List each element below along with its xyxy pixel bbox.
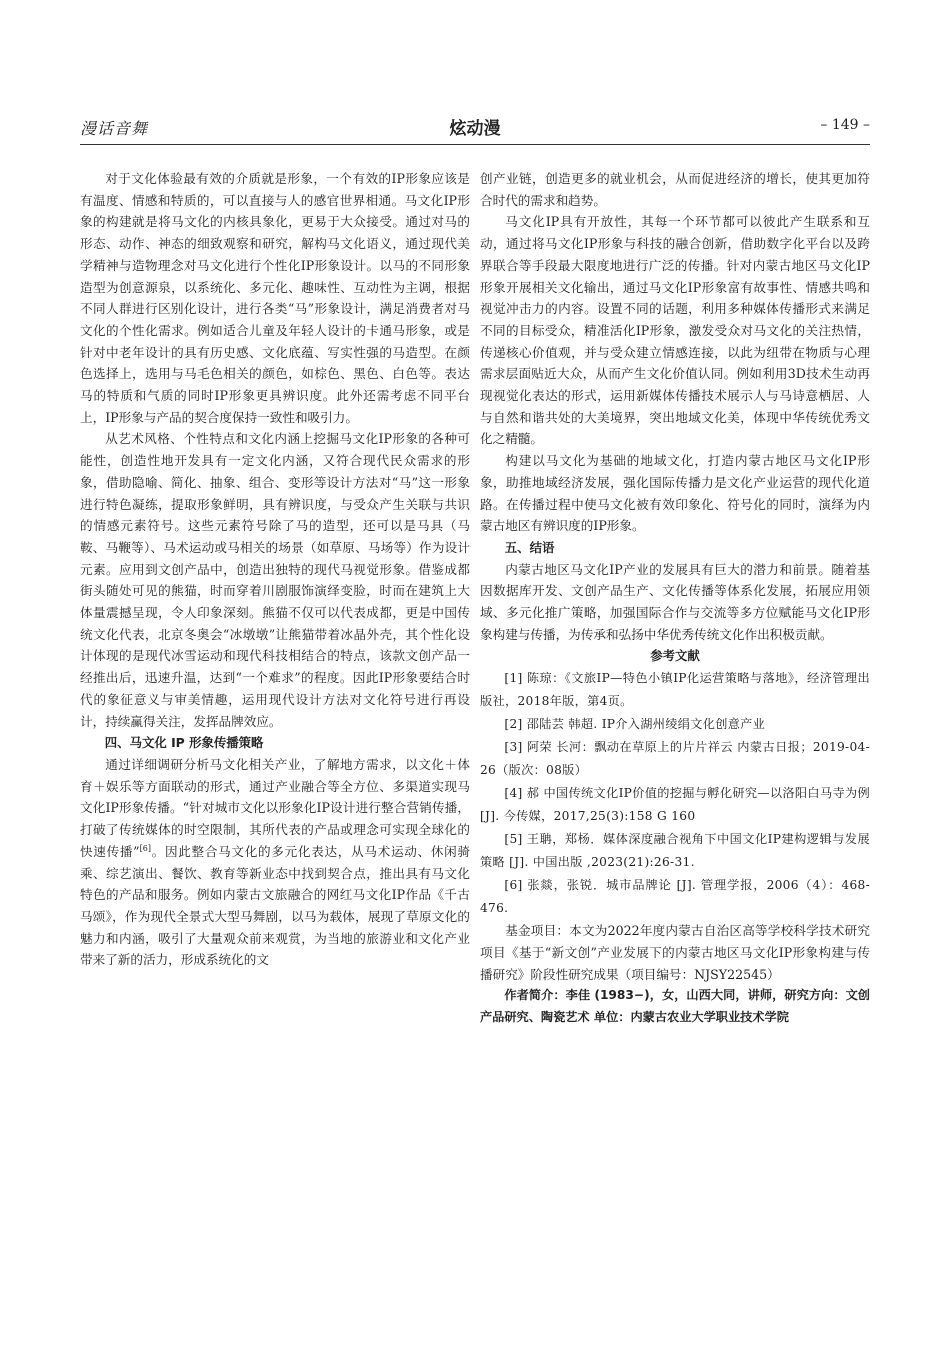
paragraph: 构建以马文化为基础的地域文化，打造内蒙古地区马文化IP形象，助推地域经济发展，强化国际传播力是文化产业运营的现代化道路。在传播过程中使马文化被有效印象化、符号化的同时，演绎为内蒙古地区有辨识度的IP形象。	[480, 453, 870, 534]
reference-item: [1] 陈琼：《文旅IP—特色小镇IP化运营策略与落地》，经济管理出版社，2018年版，第4页。	[480, 671, 870, 709]
page-header	[80, 112, 870, 146]
reference-item: [3] 阿荣 长河：飘动在草原上的片片祥云 内蒙古日报；2019-04-26（版次：08版）	[480, 740, 870, 778]
right-column	[480, 168, 870, 1029]
paragraph: 创产业链，创造更多的就业机会，从而促进经济的增长，使其更加符合时代的需求和趋势。	[480, 171, 870, 208]
journal-section-title: 漫话音舞	[80, 119, 149, 138]
header-rule	[80, 144, 870, 145]
reference-item: [6] 张燚，张锐．城市品牌论 [J]. 管理学报，2006（4）：468-476.	[480, 878, 870, 916]
paragraph: 内蒙古地区马文化IP产业的发展具有巨大的潜力和前景。随着基因数据库开发、文创产品生产、文化传播等体系化发展，拓展应用领域、多元化推广策略，加强国际合作与交流等多方位赋能马文化IP形象构建与传播，为传承和弘扬中华优秀传统文化作出积极贡献。	[480, 561, 870, 642]
journal-name: 炫动漫	[449, 119, 501, 139]
fund-note: 基金项目：本文为2022年度内蒙古自治区高等学校科学技术研究项目《基于“新文创”产业发展下的内蒙古地区马文化IP形象构建与传播研究》阶段性研究成果（项目编号：NJSY22545）	[480, 923, 870, 982]
reference-item: [5] 王聃，郑杨．媒体深度融合视角下中国文化IP建构逻辑与发展策略 [J]. 中国出版 ,2023(21):26-31.	[480, 832, 870, 870]
paragraph: 从艺术风格、个性特点和文化内涵上挖掘马文化IP形象的各种可能性，创造性地开发具有一定文化内涵，又符合现代民众需求的形象，借助隐喻、简化、抽象、组合、变形等设计方法对“马”这一形象进行特色凝练，提取形象鲜明，具有辨识度，与受众产生关联与共识的情感元素符号。这些元素符号除了马的造型，还可以是马具（马鞍、马鞭等）、马术运动或马相关的场景（如草原、马场等）作为设计元素。应用到文创产品中，创造出独特的现代马视觉形象。借鉴成都街头随处可见的熊猫，时而穿着川剧服饰演绎变脸，时而在建筑上大体量震撼呈现，令人印象深刻。熊猫不仅可以代表成都，更是中国传统文化代表，北京冬奥会“冰墩墩”让熊猫带着冰晶外壳，其个性化设计体现的是现代冰雪运动和现代科技相结合的特点，该款文创产品一经推出后，迅速升温，达到“一个难求”的程度。因此IP形象要结合时代的象征意义与审美情趣，运用现代设计方法对文化符号进行再设计，持续赢得关注，发挥品牌效应。	[80, 431, 470, 729]
paragraph	[80, 754, 470, 971]
page-number: – 149 –	[820, 117, 870, 133]
left-column	[80, 168, 470, 971]
paragraph-text: 。因此整合马文化的多元化表达，从马术运动、休闲骑乘、综艺演出、餐饮、教育等新业态中找到契合点，推出具有马文化特色的产品和服务。例如内蒙古文旅融合的网红马文化IP作品《千古马颂》，作为现代全景式大型马舞剧，以马为载体，展现了草原文化的魅力和内涵，吸引了大量观众前来观赏，为当地的旅游业和文化产业带来了新的活力，形成系统化的文	[80, 843, 470, 968]
author-bio: 作者简介：李佳 (1983−)，女，山西大同，讲师，研究方向：文创产品研究、陶瓷艺术 单位：内蒙古农业大学职业技术学院	[480, 988, 870, 1024]
reference-item: [2] 邵陆芸 韩超. IP介入湖州绫绢文化创意产业	[504, 717, 766, 732]
paragraph: 对于文化体验最有效的介质就是形象，一个有效的IP形象应该是有温度、情感和特质的，可以直接与人的感官世界相通。马文化IP形象的构建就是将马文化的内核具象化，更易于大众接受。通过对马的形态、动作、神态的细致观察和研究，解构马文化语义，通过现代美学精神与造物理念对马文化进行个性化IP形象设计。以马的不同形象造型为创意源泉，以系统化、多元化、趣味性、互动性为主调，根据不同人群进行区别化设计，进行各类“马”形象设计，满足消费者对马文化的个性化需求。例如适合儿童及年轻人设计的卡通马形象，或是针对中老年设计的具有历史感、文化底蕴、写实性强的马造型。在颜色选择上，选用与马毛色相关的颜色，如棕色、黑色、白色等。表达马的特质和气质的同时IP形象更具辨识度。此外还需考虑不同平台上，IP形象与产品的契合度保持一致性和吸引力。	[80, 171, 470, 425]
citation-marker: [6]	[139, 843, 151, 853]
paragraph: 马文化IP具有开放性，其每一个环节都可以彼此产生联系和互动，通过将马文化IP形象与科技的融合创新，借助数字化平台以及跨界联合等手段最大限度地进行广泛的传播。针对内蒙古地区马文化IP形象开展相关文化输出，通过马文化IP形象富有故事性、情感共鸣和视觉冲击力的内容。设置不同的话题，利用多种媒体传播形式来满足不同的目标受众，精准活化IP形象，激发受众对马文化的关注热情，传递核心价值观，并与受众建立情感连接，以此为纽带在物质与心理需求层面贴近大众，从而产生文化价值认同。例如利用3D技术生动再现视觉化表达的形式，运用新媒体传播技术展示人与马诗意栖居、人与自然和谐共处的大美境界，突出地域文化美，体现中华传统优秀文化之精髓。	[480, 214, 870, 447]
section-heading: 五、结语	[504, 539, 555, 555]
reference-item: [4] 郝 中国传统文化IP价值的挖掘与孵化研究—以洛阳白马寺为例[J]. 今传媒，2017,25(3):158 G 160	[480, 786, 870, 824]
paragraph-text: 通过详细调研分析马文化相关产业，了解地方需求，以文化＋体育＋娱乐等方面联动的形式，通过产业融合等全方位、多渠道实现马文化IP形象传播。“针对城市文化以形象化IP设计进行整合营销传播，打破了传统媒体的时空限制，其所代表的产品或理念可实现全球化的快速传播”	[80, 756, 470, 859]
section-heading: 四、马文化 IP 形象传播策略	[104, 735, 264, 751]
references-title: 参考文献	[650, 648, 700, 664]
